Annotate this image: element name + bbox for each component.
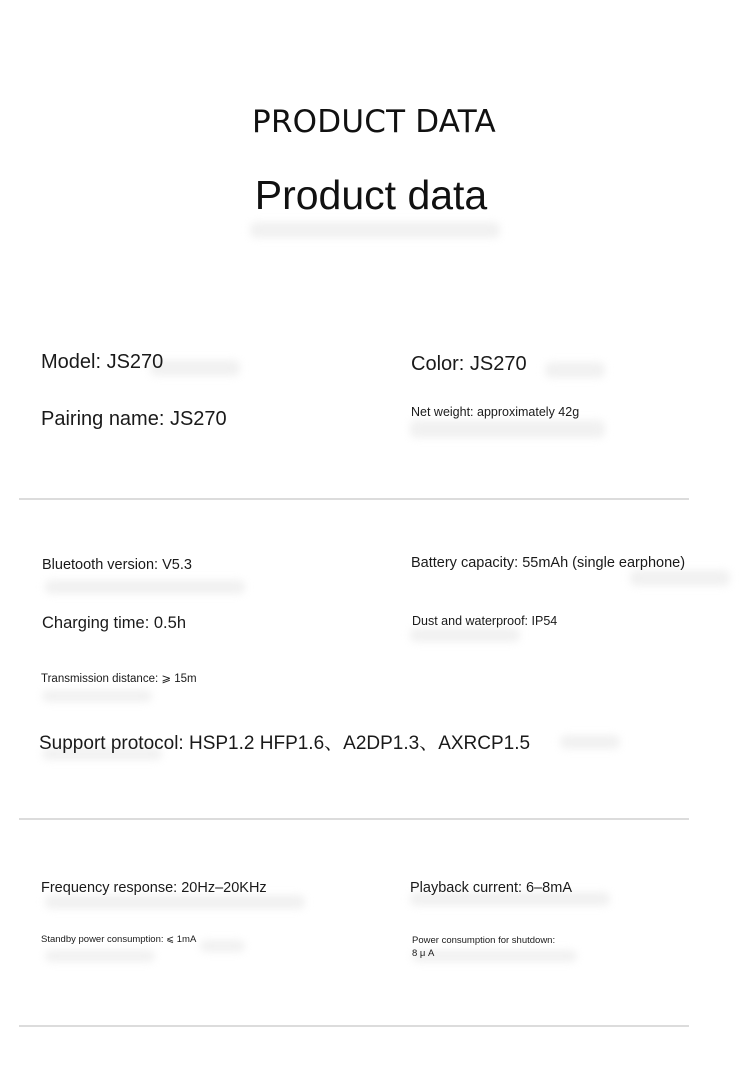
spec-battery-capacity: Battery capacity: 55mAh (single earphone) [411, 555, 686, 571]
spec-transmission-distance: Transmission distance: ⩾ 15m [41, 673, 197, 685]
ghost-text [412, 950, 577, 962]
spec-charging-time: Charging time: 0.5h [42, 614, 186, 632]
spec-frequency-response: Frequency response: 20Hz–20KHz [41, 880, 267, 896]
spec-shutdown-power-value: 8 μ A [412, 948, 435, 959]
ghost-text [545, 362, 605, 378]
ghost-text [200, 940, 245, 952]
section-divider [19, 818, 689, 820]
page-title: Product data [254, 172, 488, 218]
spec-standby-power: Standby power consumption: ⩽ 1mA [41, 934, 197, 945]
spec-pairing-name: Pairing name: JS270 [41, 408, 227, 430]
spec-bluetooth-version: Bluetooth version: V5.3 [42, 557, 192, 573]
spec-color: Color: JS270 [411, 353, 527, 375]
ghost-text [560, 735, 620, 749]
ghost-text [410, 628, 520, 642]
spec-dust-waterproof: Dust and waterproof: IP54 [412, 614, 558, 628]
section-divider [19, 498, 689, 500]
spec-playback-current: Playback current: 6–8mA [410, 880, 572, 896]
ghost-text [150, 360, 240, 376]
section-divider [19, 1025, 689, 1027]
spec-support-protocol: Support protocol: HSP1.2 HFP1.6、A2DP1.3、AXRCP1.5 [39, 733, 531, 754]
ghost-text [45, 580, 245, 594]
ghost-text [410, 420, 605, 438]
spec-shutdown-power-label: Power consumption for shutdown: [412, 935, 556, 946]
page-title-en: PRODUCT DATA [252, 104, 496, 140]
ghost-text [250, 222, 500, 238]
ghost-text [630, 570, 730, 586]
ghost-text [45, 895, 305, 909]
spec-model: Model: JS270 [41, 351, 164, 373]
ghost-text [45, 950, 155, 962]
ghost-text [42, 690, 152, 702]
spec-net-weight: Net weight: approximately 42g [411, 405, 580, 419]
